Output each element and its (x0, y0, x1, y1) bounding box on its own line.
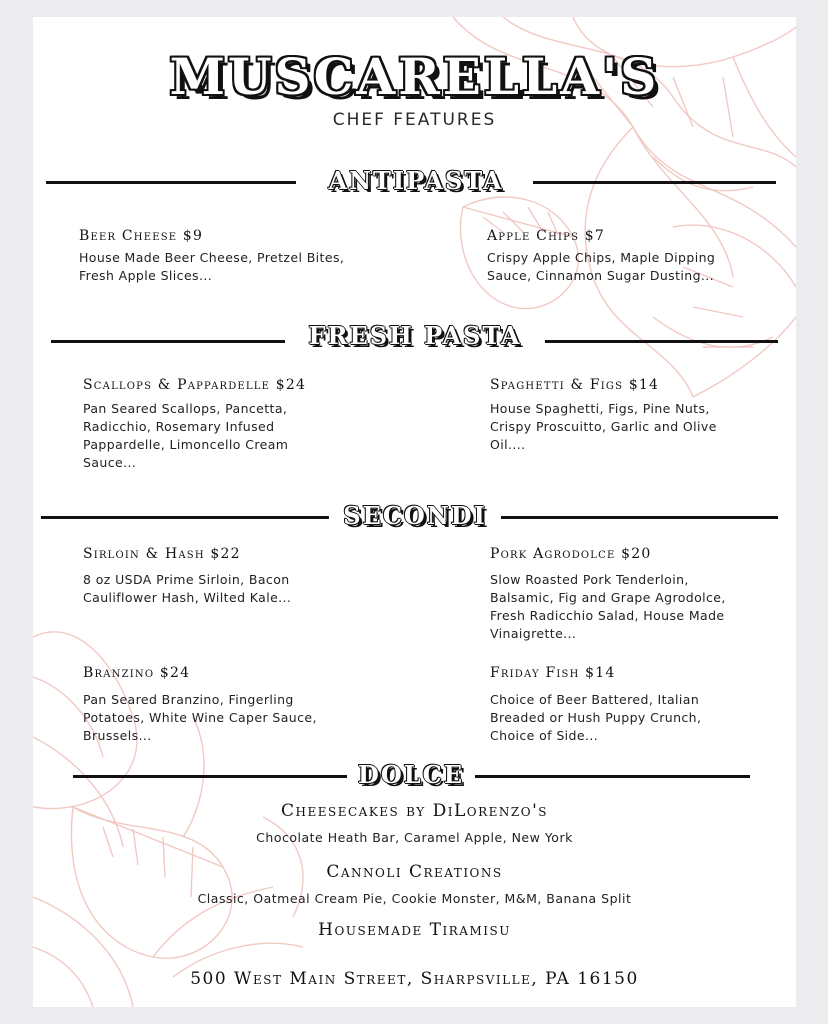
menu-item-name: Friday Fish $14 (490, 665, 616, 681)
section-title-fresh-pasta: FRESH PASTA (308, 321, 522, 350)
section-rule-right (475, 775, 750, 778)
section-rule-left (73, 775, 347, 778)
menu-item-name: Sirloin & Hash $22 (83, 546, 241, 562)
section-rule-left (46, 181, 296, 184)
restaurant-title: MUSCARELLA'S (169, 47, 660, 106)
section-rule-left (51, 340, 285, 343)
section-rule-right (501, 516, 778, 519)
menu-item-description: Slow Roasted Pork Tenderloin, Balsamic, Fig and Grape Agrodolce, Fresh Radicchio Salad, House Made Vinaigrette... (490, 572, 726, 641)
menu-item-description: Choice of Beer Battered, Italian Breaded or Hush Puppy Crunch, Choice of Side... (490, 692, 702, 743)
menu-item-description: 8 oz USDA Prime Sirloin, Bacon Cauliflower Hash, Wilted Kale... (83, 572, 292, 605)
section-title-antipasta: ANTIPASTA (328, 166, 504, 195)
section-title-dolce: DOLCE (358, 760, 464, 789)
menu-item-description: Pan Seared Branzino, Fingerling Potatoes, White Wine Caper Sauce, Brussels... (83, 692, 317, 743)
section-rule-right (545, 340, 778, 343)
dessert-name: Cheesecakes by DiLorenzo's (281, 801, 548, 821)
menu-item-name: Beer Cheese $9 (79, 228, 204, 244)
menu-item-name: Apple Chips $7 (487, 228, 605, 244)
section-rule-right (533, 181, 776, 184)
menu-item-name: Branzino $24 (83, 665, 191, 681)
restaurant-address: 500 West Main Street, Sharpsville, PA 16150 (190, 969, 639, 989)
dessert-description: Classic, Oatmeal Cream Pie, Cookie Monster, M&M, Banana Split (197, 891, 632, 906)
menu-item-description: House Made Beer Cheese, Pretzel Bites, Fresh Apple Slices... (79, 250, 345, 283)
menu-item-name: Scallops & Pappardelle $24 (83, 377, 307, 393)
dessert-description: Chocolate Heath Bar, Caramel Apple, New York (256, 830, 573, 845)
dessert-name: Housemade Tiramisu (318, 920, 511, 940)
menu-item-description: Pan Seared Scallops, Pancetta, Radicchio, Rosemary Infused Pappardelle, Limoncello Cream Sauce... (83, 401, 289, 470)
section-rule-left (41, 516, 329, 519)
menu-item-description: Crispy Apple Chips, Maple Dipping Sauce, Cinnamon Sugar Dusting... (487, 250, 716, 283)
section-title-secondi: SECONDI (343, 501, 487, 530)
menu-page (33, 17, 796, 1007)
menu-item-name: Pork Agrodolce $20 (490, 546, 652, 562)
dessert-name: Cannoli Creations (326, 862, 503, 882)
page-subtitle: CHEF FEATURES (332, 110, 497, 130)
menu-item-description: House Spaghetti, Figs, Pine Nuts, Crispy Proscuitto, Garlic and Olive Oil.... (490, 401, 717, 452)
menu-item-name: Spaghetti & Figs $14 (490, 377, 660, 393)
